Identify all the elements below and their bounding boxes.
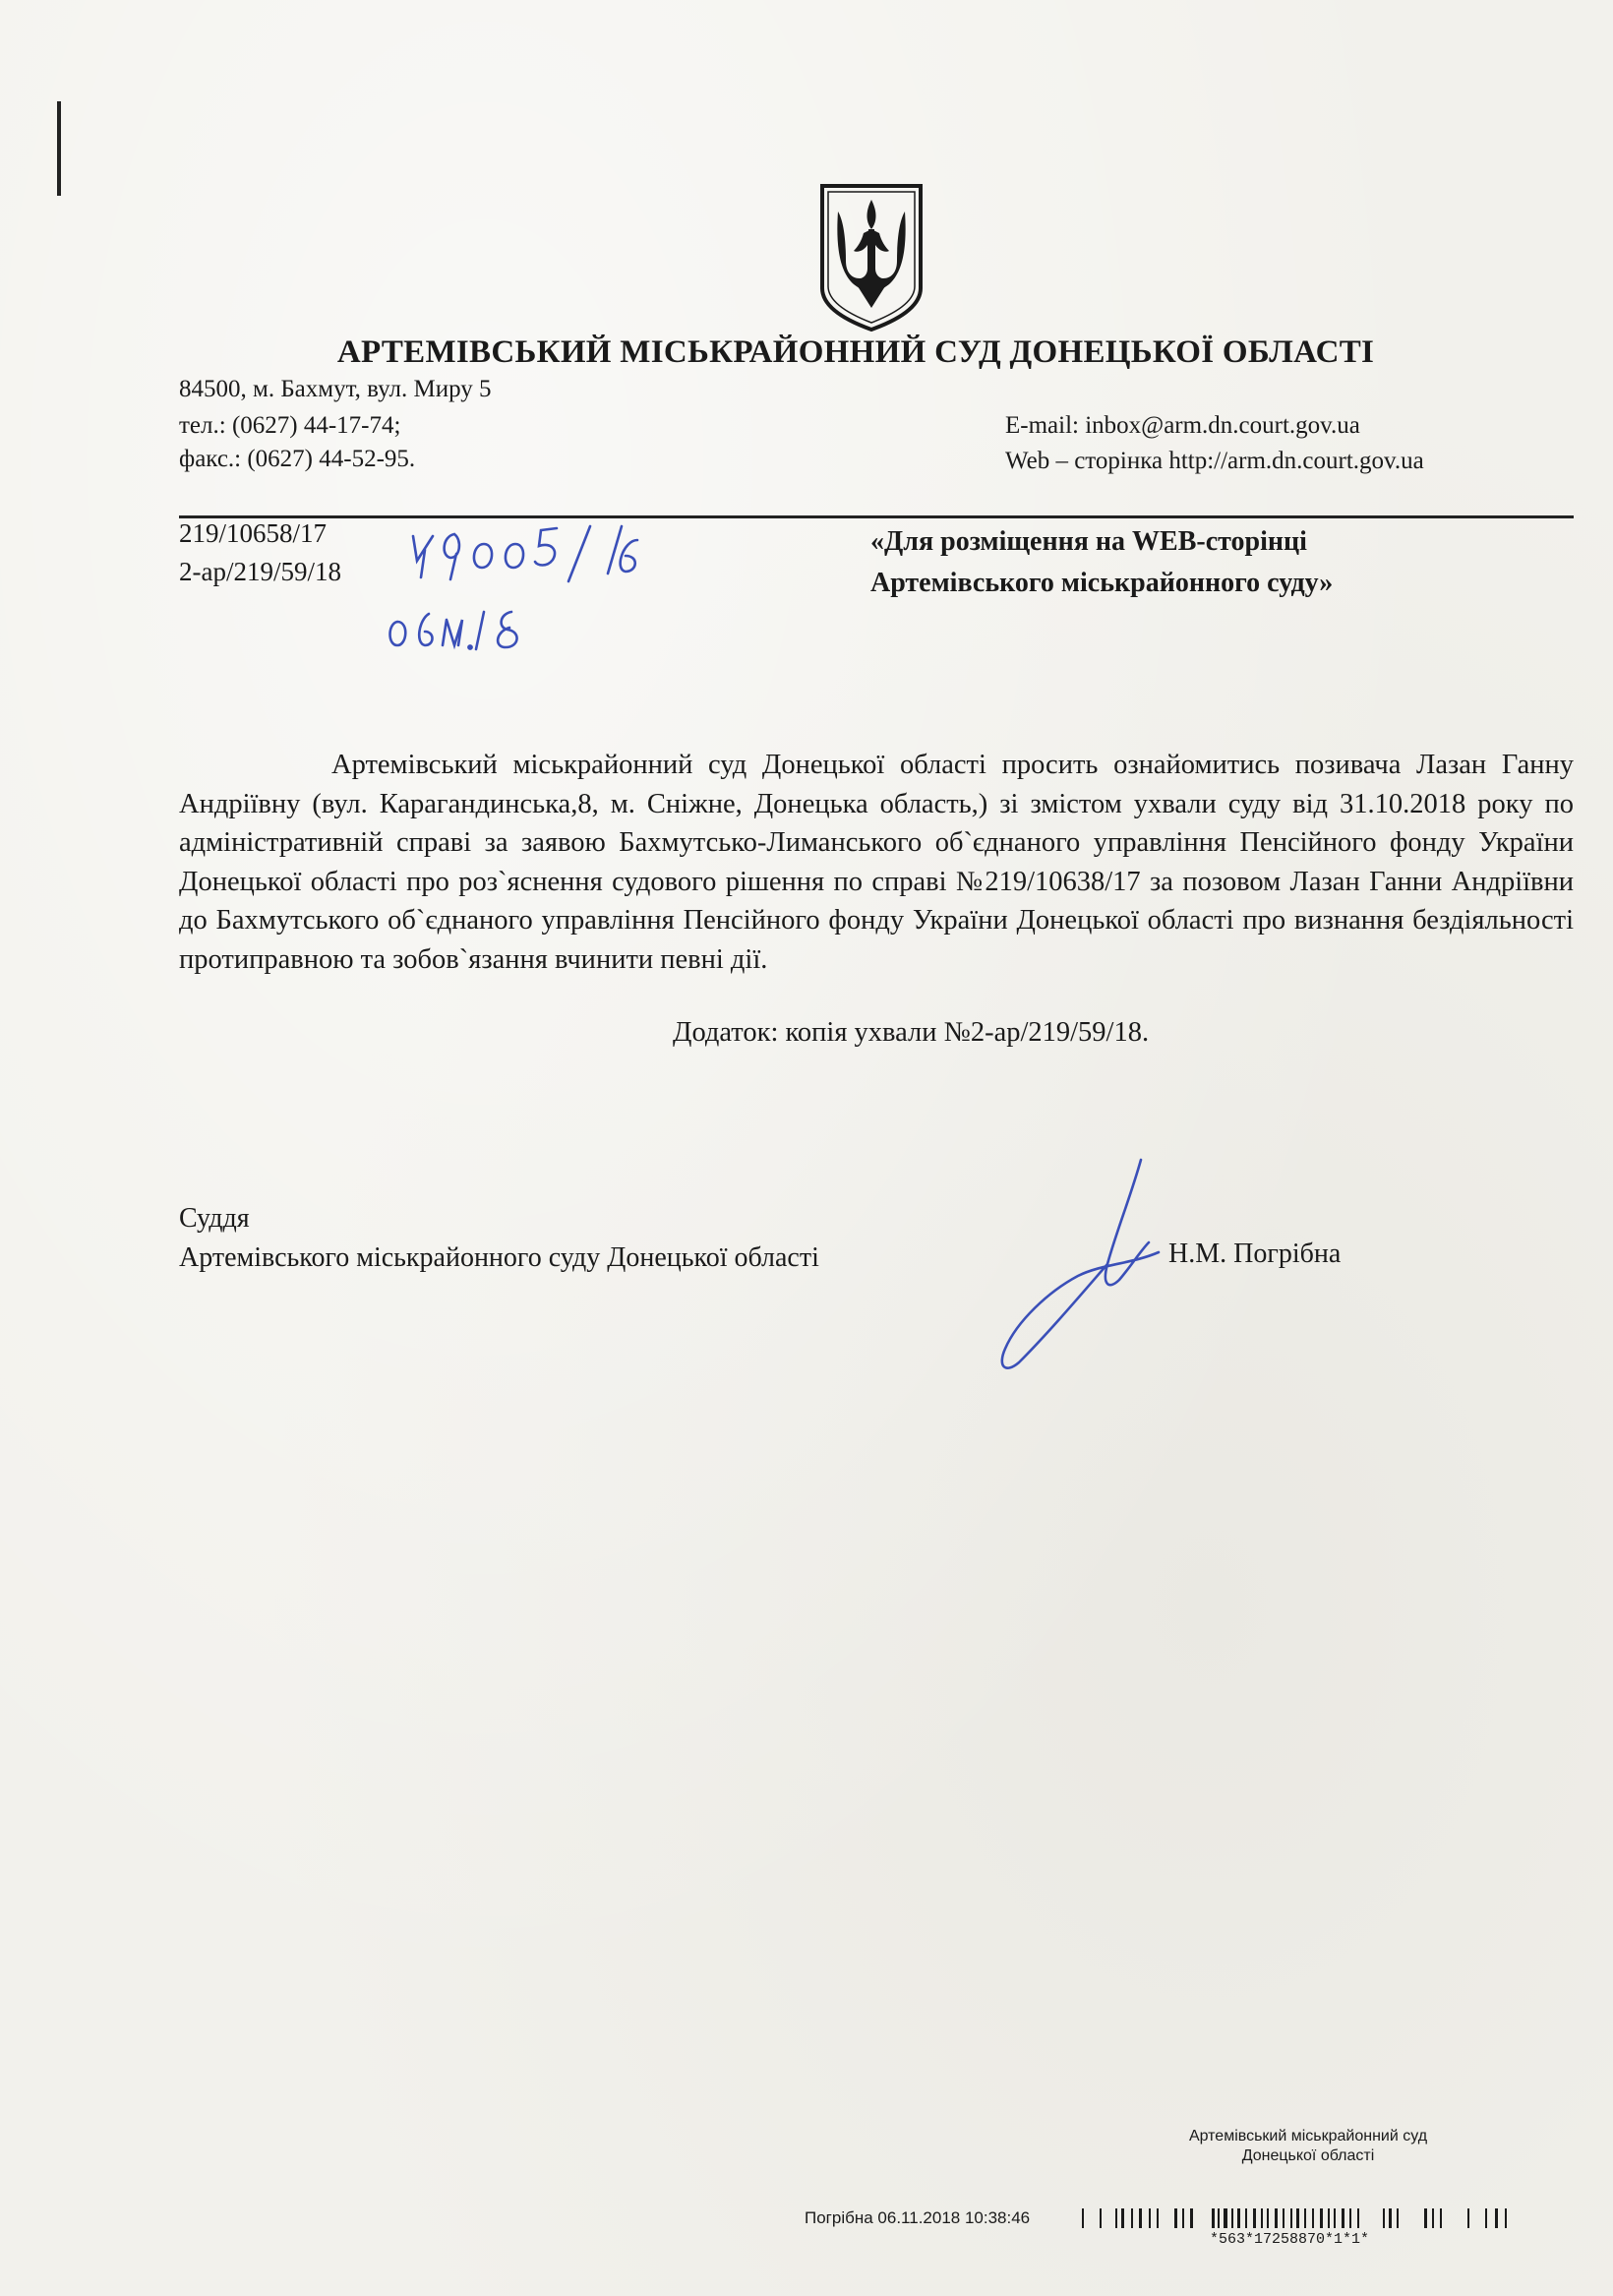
handwritten-date: [384, 600, 551, 659]
web-note-line-2: Артемівського міськрайонного суду»: [870, 568, 1334, 598]
trident-emblem-icon: [814, 182, 928, 332]
court-fax: факс.: (0627) 44-52-95.: [179, 446, 416, 472]
notice-text: Артемівський міськрайонний суд Донецької області просить ознайомитись позивача Лазан Ганну Андріївну (вул. Карагандинська,8, м. Сніжне, Донецька область,) зі змістом ухвали суду від 31.10.2018 року по адміністративній справі за заявою Бахмутсько-Лиманського об`єднаного управління Пенсійного фонду України Донецької області про роз`яснення судового рішення по справі №219/10638/17 за позовом Лазан Ганни Андріївни до Бахмутського об`єднаного управління Пенсійного фонду України Донецької області про визнання бездіяльності протиправною та зобов`язання вчинити певні дії.: [179, 750, 1574, 975]
judge-position: [179, 1199, 819, 1278]
margin-mark: [57, 101, 61, 196]
court-phone: тел.: (0627) 44-17-74;: [179, 412, 401, 439]
case-number-2: 2-ар/219/59/18: [179, 557, 341, 586]
judge-title: Суддя: [179, 1203, 250, 1234]
judge-court: Артемівського міськрайонного суду Донецької області: [179, 1242, 819, 1273]
judge-signature: [993, 1156, 1165, 1374]
annex-note: Додаток: копія ухвали №2-ар/219/59/18.: [673, 1017, 1150, 1048]
header-divider: [179, 515, 1574, 518]
barcode-icon: [1082, 2206, 1544, 2234]
registration-timestamp: Погрібна 06.11.2018 10:38:46: [805, 2208, 1031, 2227]
web-publication-note: [870, 521, 1333, 604]
notice-paragraph: [179, 746, 1574, 979]
court-address: 84500, м. Бахмут, вул. Миру 5: [179, 376, 492, 402]
stamp-org-line-1: Артемівський міськрайонний суд: [1188, 2128, 1428, 2145]
web-note-line-1: «Для розміщення на WEB-сторінці: [870, 526, 1307, 557]
registration-stamp-org: [1082, 2127, 1534, 2166]
court-name: АРТЕМІВСЬКИЙ МІСЬКРАЙОННИЙ СУД ДОНЕЦЬКОЇ ОБЛАСТІ: [336, 334, 1375, 370]
court-website: Web – сторінка http://arm.dn.court.gov.ua: [1005, 448, 1424, 474]
judge-name: Н.М. Погрібна: [1168, 1239, 1342, 1269]
court-email: E-mail: inbox@arm.dn.court.gov.ua: [1005, 412, 1360, 439]
barcode-number: *563*17258870*1*1*: [1210, 2231, 1370, 2248]
stamp-org-line-2: Донецької області: [1241, 2147, 1375, 2164]
handwritten-reference: [403, 516, 659, 585]
case-number-1: 219/10658/17: [179, 518, 328, 548]
